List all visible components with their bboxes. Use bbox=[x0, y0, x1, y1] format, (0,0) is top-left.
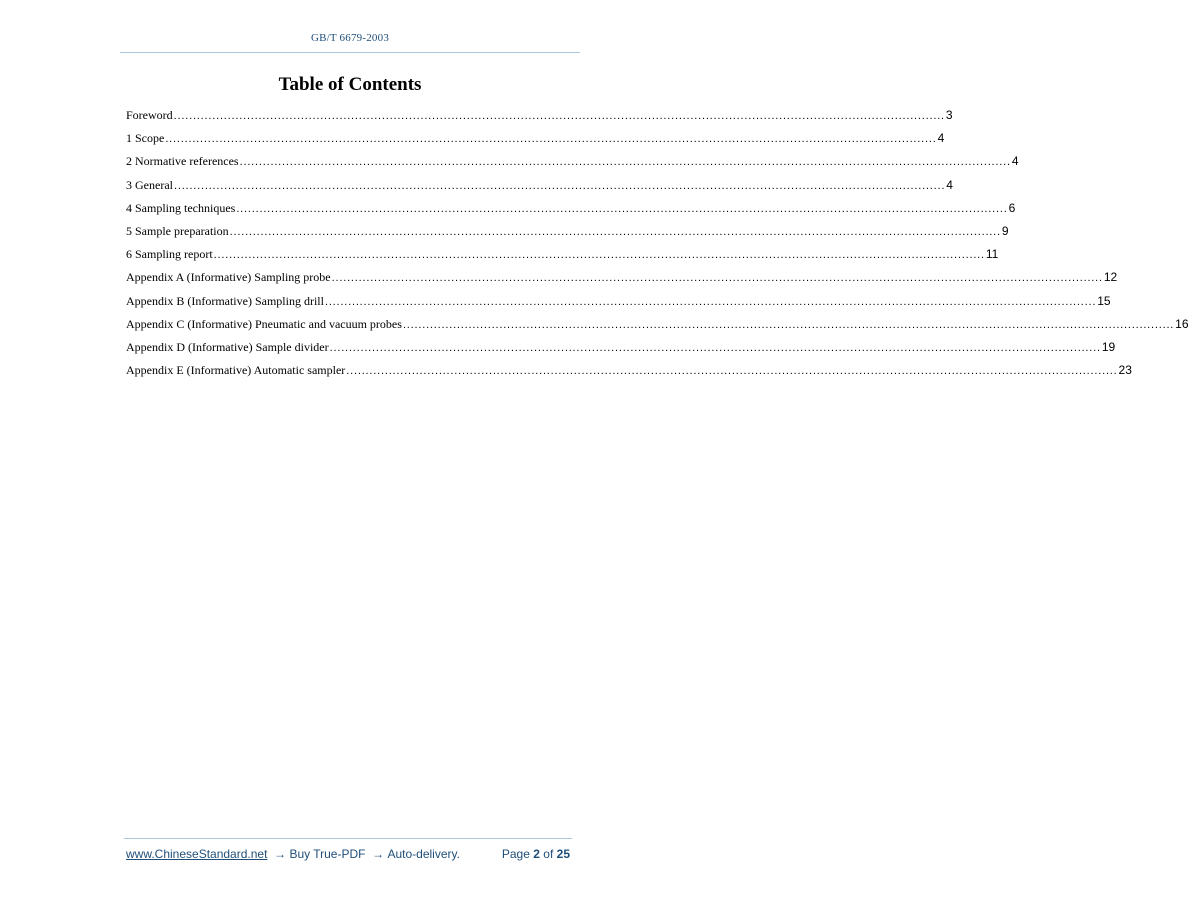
toc-entry-page: 23 bbox=[1118, 363, 1132, 378]
toc-entry-label: Appendix E (Informative) Automatic sampler bbox=[126, 363, 346, 378]
toc-leader-dots: ........................................................................................................................................................................................................ bbox=[173, 110, 945, 122]
toc-leader-dots: ........................................................................................................................................................................................................ bbox=[165, 133, 937, 146]
page-indicator bbox=[502, 847, 570, 861]
header-standard-code: GB/T 6679-2003 bbox=[310, 32, 390, 44]
footer-divider bbox=[124, 838, 572, 839]
toc-entry-page: 15 bbox=[1097, 293, 1111, 308]
toc-entry-label: 2 Normative references bbox=[126, 154, 239, 169]
toc-leader-dots: ........................................................................................................................................................................................................ bbox=[173, 179, 946, 192]
footer-buy-text: Buy True-PDF bbox=[289, 847, 366, 861]
page-current: 2 bbox=[533, 847, 540, 861]
toc-entry-label: Foreword bbox=[126, 108, 173, 122]
toc-entry-page: 19 bbox=[1101, 339, 1116, 354]
toc-entry-label: Appendix D (Informative) Sample divider bbox=[126, 339, 329, 354]
toc-entry-label: 5 Sample preparation bbox=[126, 223, 229, 238]
page-of: of bbox=[543, 847, 554, 861]
toc-entry-page: 4 bbox=[1011, 154, 1019, 169]
arrow-right-icon: → bbox=[270, 847, 290, 861]
toc-entry-page: 12 bbox=[1103, 270, 1118, 285]
toc-entry-sample-preparation[interactable] bbox=[126, 223, 1009, 247]
footer-website-link[interactable]: www.ChineseStandard.net bbox=[126, 847, 268, 861]
table-of-contents bbox=[126, 108, 1189, 386]
toc-entry-label: 4 Sampling techniques bbox=[126, 200, 236, 215]
toc-leader-dots: ........................................................................................................................................................................................................ bbox=[346, 365, 1118, 378]
toc-entry-appendix-c[interactable] bbox=[126, 316, 1189, 340]
toc-entry-label: 6 Sampling report bbox=[126, 247, 213, 262]
toc-entry-scope[interactable] bbox=[126, 131, 945, 154]
toc-leader-dots: ........................................................................................................................................................................................................ bbox=[229, 225, 1001, 238]
toc-entry-page: 4 bbox=[937, 131, 945, 146]
header-divider bbox=[120, 52, 580, 53]
toc-leader-dots: ........................................................................................................................................................................................................ bbox=[239, 156, 1011, 169]
toc-entry-appendix-a[interactable] bbox=[126, 270, 1118, 293]
toc-entry-normative-references[interactable] bbox=[126, 154, 1019, 177]
page-total: 25 bbox=[556, 847, 570, 861]
page-word: Page bbox=[501, 847, 530, 861]
toc-entry-label: Appendix A (Informative) Sampling probe bbox=[126, 270, 331, 285]
footer-promo bbox=[126, 847, 460, 861]
toc-leader-dots: ........................................................................................................................................................................................................ bbox=[329, 341, 1101, 354]
toc-entry-page: 3 bbox=[945, 108, 953, 122]
toc-entry-label: 3 General bbox=[126, 177, 173, 192]
toc-entry-page: 6 bbox=[1008, 200, 1016, 215]
toc-entry-label: Appendix C (Informative) Pneumatic and vacuum probes bbox=[126, 316, 402, 331]
toc-entry-page: 4 bbox=[946, 177, 953, 192]
toc-leader-dots: ........................................................................................................................................................................................................ bbox=[236, 202, 1008, 215]
toc-leader-dots: ........................................................................................................................................................................................................ bbox=[331, 272, 1103, 285]
toc-entry-sampling-report[interactable] bbox=[126, 247, 999, 270]
toc-entry-general[interactable] bbox=[126, 177, 953, 201]
page-title: Table of Contents bbox=[278, 74, 422, 95]
toc-leader-dots: ........................................................................................................................................................................................................ bbox=[402, 318, 1175, 331]
toc-entry-appendix-b[interactable] bbox=[126, 293, 1111, 317]
toc-entry-appendix-d[interactable] bbox=[126, 339, 1116, 363]
toc-entry-label: Appendix B (Informative) Sampling drill bbox=[126, 293, 324, 308]
toc-entry-page: 16 bbox=[1175, 316, 1189, 331]
toc-entry-page: 9 bbox=[1001, 223, 1009, 238]
toc-leader-dots: ........................................................................................................................................................................................................ bbox=[324, 295, 1097, 308]
arrow-right-icon: → bbox=[368, 847, 388, 861]
toc-entry-page: 11 bbox=[985, 247, 999, 262]
footer-delivery-text: Auto-delivery. bbox=[387, 847, 460, 861]
toc-leader-dots: ........................................................................................................................................................................................................ bbox=[213, 249, 985, 262]
footer bbox=[126, 847, 570, 863]
toc-entry-foreword[interactable] bbox=[126, 108, 953, 131]
toc-entry-label: 1 Scope bbox=[126, 131, 165, 146]
toc-entry-appendix-e[interactable] bbox=[126, 363, 1132, 386]
toc-entry-sampling-techniques[interactable] bbox=[126, 200, 1016, 224]
